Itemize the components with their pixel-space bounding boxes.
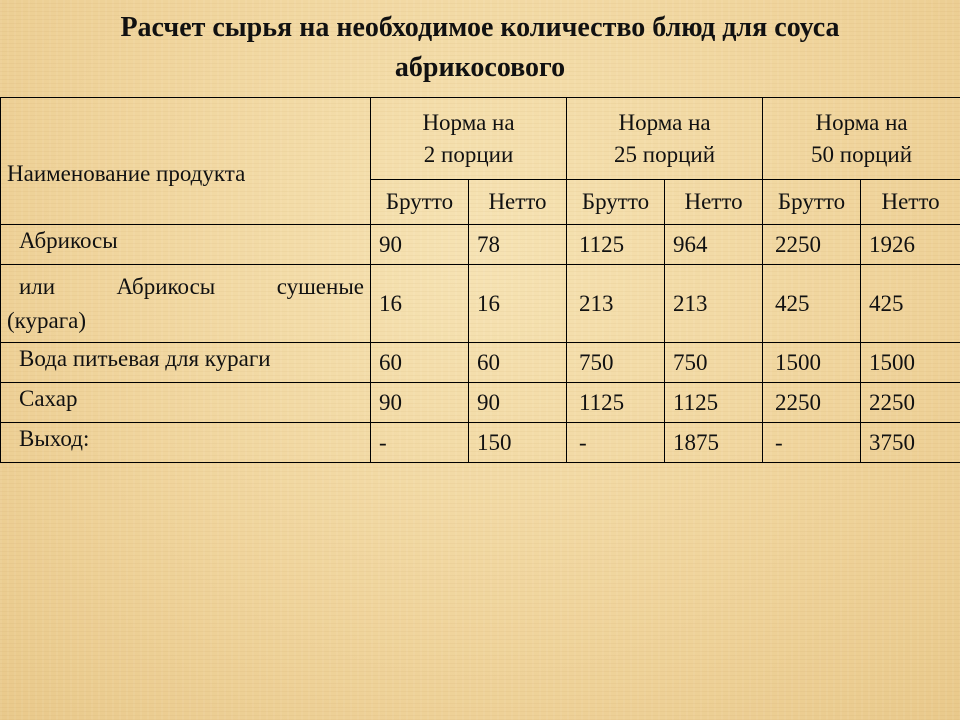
- cell-value: 90: [371, 383, 469, 423]
- cell-value: 1125: [567, 225, 665, 265]
- cell-value: 60: [371, 343, 469, 383]
- cell-value: 90: [371, 225, 469, 265]
- cell-value: 16: [469, 265, 567, 343]
- subheader-netto: Нетто: [665, 180, 763, 225]
- row-product-name: Сахар: [1, 383, 371, 423]
- cell-value: 150: [469, 423, 567, 463]
- row-product-name: Абрикосы: [1, 225, 371, 265]
- page-title: [0, 8, 960, 88]
- ingredients-table: [0, 97, 960, 463]
- cell-value: 1500: [763, 343, 861, 383]
- subheader-brutto: Брутто: [763, 180, 861, 225]
- subheader-brutto: Брутто: [371, 180, 469, 225]
- title-line-1: Расчет сырья на необходимое количество блюд для соуса: [120, 12, 840, 43]
- header-row: [1, 98, 960, 180]
- cell-value: 2250: [763, 225, 861, 265]
- cell-value: 2250: [861, 383, 960, 423]
- cell-value: 1125: [567, 383, 665, 423]
- row-product-name: Выход:: [1, 423, 371, 463]
- subheader-brutto: Брутто: [567, 180, 665, 225]
- cell-value: 425: [861, 265, 960, 343]
- cell-value: 425: [763, 265, 861, 343]
- cell-value: 1500: [861, 343, 960, 383]
- table-row: [1, 383, 960, 423]
- title-line-2: абрикосового: [394, 52, 566, 83]
- row-product-name: или Абрикосы сушеные (курага): [1, 265, 371, 343]
- cell-value: 2250: [763, 383, 861, 423]
- cell-value: 750: [567, 343, 665, 383]
- table-row: [1, 423, 960, 463]
- header-product-name: Наименование продукта: [1, 98, 371, 225]
- table-row: [1, 265, 960, 343]
- cell-value: 1875: [665, 423, 763, 463]
- table-row: [1, 343, 960, 383]
- header-norm-2: Норма на 2 порции: [371, 98, 567, 180]
- subheader-netto: Нетто: [861, 180, 960, 225]
- cell-value: 78: [469, 225, 567, 265]
- cell-value: 213: [567, 265, 665, 343]
- cell-value: 213: [665, 265, 763, 343]
- subheader-netto: Нетто: [469, 180, 567, 225]
- cell-value: 964: [665, 225, 763, 265]
- cell-value: 3750: [861, 423, 960, 463]
- cell-value: -: [567, 423, 665, 463]
- cell-value: -: [763, 423, 861, 463]
- cell-value: -: [371, 423, 469, 463]
- table-row: [1, 225, 960, 265]
- cell-value: 16: [371, 265, 469, 343]
- header-norm-25: Норма на 25 порций: [567, 98, 763, 180]
- cell-value: 60: [469, 343, 567, 383]
- cell-value: 1125: [665, 383, 763, 423]
- header-norm-50: Норма на 50 порций: [763, 98, 960, 180]
- cell-value: 750: [665, 343, 763, 383]
- cell-value: 1926: [861, 225, 960, 265]
- row-product-name: Вода питьевая для кураги: [1, 343, 371, 383]
- cell-value: 90: [469, 383, 567, 423]
